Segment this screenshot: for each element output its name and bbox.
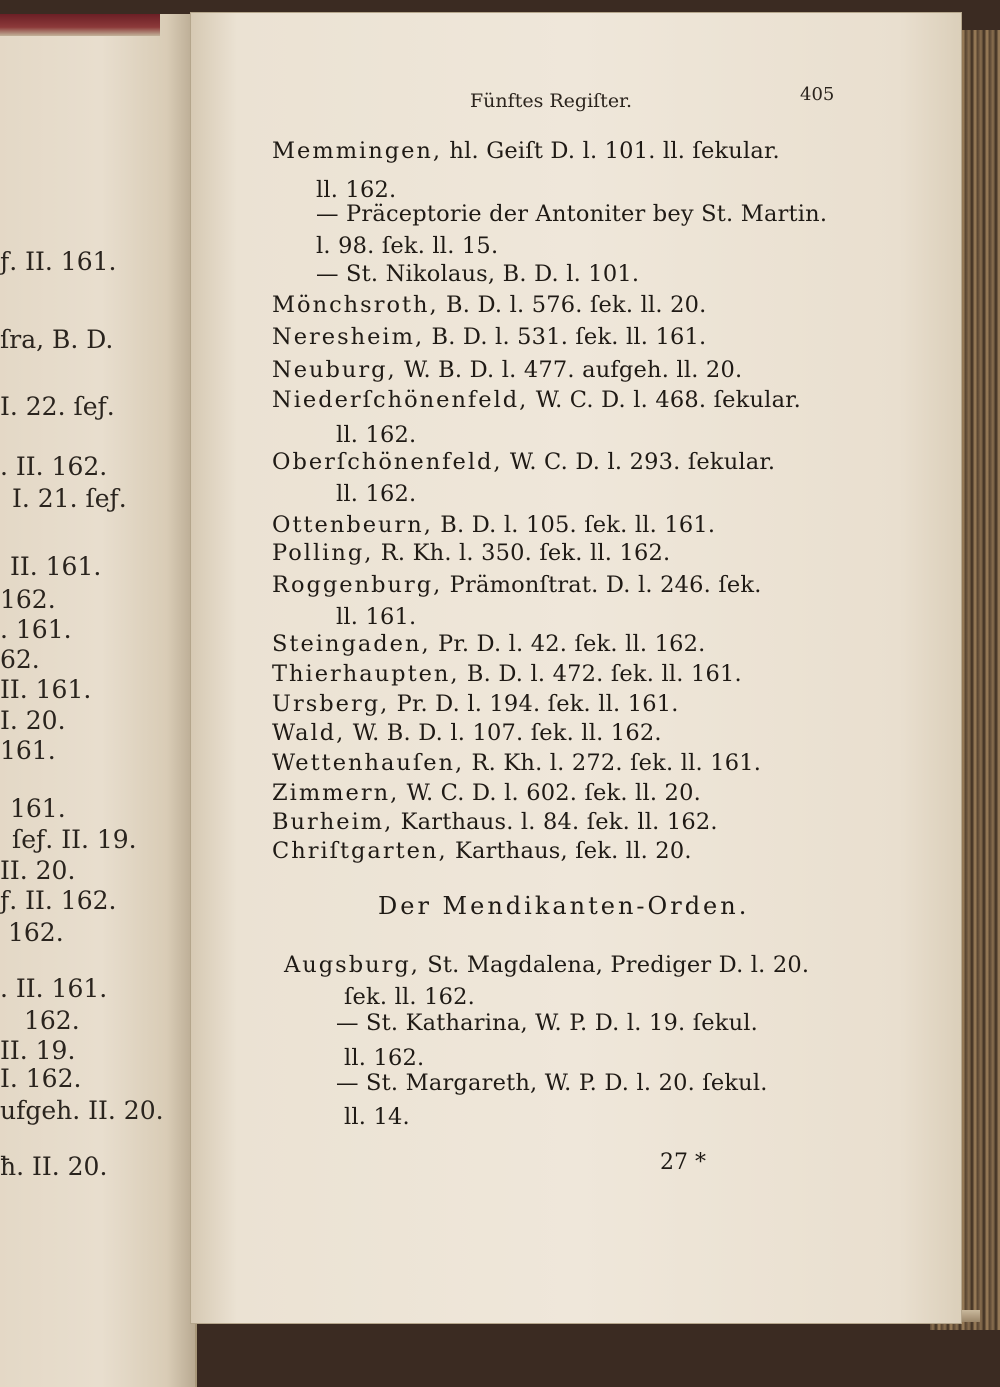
left-fragment: 161. xyxy=(10,794,66,823)
left-fragment: ufgeh. II. 20. xyxy=(0,1096,164,1125)
left-fragment: II. 161. xyxy=(10,552,102,581)
entry-place: Polling, xyxy=(272,540,374,566)
left-fragment: I. 22. ſeƒ. xyxy=(0,392,115,421)
entry-text: W. B. D. l. 107. ſek. ll. 162. xyxy=(345,720,662,746)
entry-text: ll. 162. xyxy=(336,422,417,448)
left-fragment: ſeƒ. II. 19. xyxy=(12,825,137,854)
entry-text: B. D. l. 472. ſek. ll. 161. xyxy=(459,661,742,687)
entry-text: W. C. D. l. 293. ſekular. xyxy=(502,449,776,475)
left-page-top-edge xyxy=(0,14,160,36)
entry-text: ll. 162. xyxy=(344,1045,425,1071)
entry-place: Burheim, xyxy=(272,809,394,835)
entry-place: Chriſtgarten, xyxy=(272,838,448,864)
left-fragment: II. 161. xyxy=(0,675,92,704)
register-entry xyxy=(272,324,706,350)
entry-place: Augsburg, xyxy=(284,952,420,978)
entry-text: ll. 162. xyxy=(336,481,417,507)
entry-text: R. Kh. l. 350. ſek. ll. 162. xyxy=(373,540,671,566)
entry-text: W. C. D. l. 602. ſek. ll. 20. xyxy=(399,780,701,806)
left-fragment: II. 20. xyxy=(0,856,76,885)
register-entry xyxy=(272,631,705,657)
entry-place: Roggenburg, xyxy=(272,572,443,598)
register-entry xyxy=(336,422,416,448)
entry-text: — St. Katharina, W. P. D. l. 19. ſekul. xyxy=(336,1010,759,1036)
register-entry xyxy=(336,1010,758,1036)
register-entry xyxy=(316,261,639,287)
left-fragment: ƒ. II. 161. xyxy=(0,247,117,276)
entry-text: St. Magdalena, Prediger D. l. 20. xyxy=(419,952,810,978)
left-fragment: I. 162. xyxy=(0,1064,82,1093)
section-heading: Der Mendikanten-Orden. xyxy=(378,892,750,920)
entry-text: ll. 14. xyxy=(344,1104,410,1130)
register-entry xyxy=(344,1045,424,1071)
entry-place: Zimmern, xyxy=(272,780,400,806)
entry-text: Karthaus, ſek. ll. 20. xyxy=(447,838,692,864)
register-entry xyxy=(272,720,662,746)
register-entry xyxy=(316,201,827,227)
entry-place: Oberſchönenfeld, xyxy=(272,449,503,475)
left-fragment: 162. xyxy=(0,585,56,614)
left-fragment: . 161. xyxy=(0,615,72,644)
entry-text: R. Kh. l. 272. ſek. ll. 161. xyxy=(464,750,762,776)
signature-mark: 27 * xyxy=(660,1150,706,1175)
register-entry xyxy=(344,1104,410,1130)
register-entry xyxy=(316,177,396,203)
left-fragment: 162. xyxy=(24,1006,80,1035)
entry-text: Pr. D. l. 194. ſek. ll. 161. xyxy=(389,691,679,717)
left-page xyxy=(0,14,197,1387)
entry-place: Mönchsroth, xyxy=(272,292,439,318)
register-entry xyxy=(272,809,718,835)
entry-place: Ursberg, xyxy=(272,691,390,717)
left-fragment: ħ. II. 20. xyxy=(0,1152,108,1181)
entry-place: Steingaden, xyxy=(272,631,431,657)
left-fragment: ſra, B. D. xyxy=(0,325,114,354)
register-entry xyxy=(344,984,475,1010)
entry-place: Neuburg, xyxy=(272,357,397,383)
register-entry xyxy=(272,138,780,164)
entry-text: B. D. l. 576. ſek. ll. 20. xyxy=(438,292,707,318)
entry-text: B. D. l. 105. ſek. ll. 161. xyxy=(432,512,716,538)
entry-text: ll. 161. xyxy=(336,604,417,630)
entry-place: Wettenhauſen, xyxy=(272,750,465,776)
left-fragment: II. 19. xyxy=(0,1036,76,1065)
register-entry xyxy=(272,292,706,318)
register-entry xyxy=(272,387,801,413)
entry-text: — Präceptorie der Antoniter bey St. Martin. xyxy=(316,201,828,227)
entry-text: — St. Nikolaus, B. D. l. 101. xyxy=(316,261,640,287)
register-entry xyxy=(336,604,416,630)
entry-text: Prämonſtrat. D. l. 246. ſek. xyxy=(442,572,762,598)
register-entry xyxy=(272,691,679,717)
entry-text: B. D. l. 531. ſek. ll. 161. xyxy=(424,324,707,350)
left-fragment: 162. xyxy=(8,918,64,947)
entry-text: Karthaus. l. 84. ſek. ll. 162. xyxy=(393,809,718,835)
left-fragment: I. 20. xyxy=(0,706,66,735)
entry-text: W. C. D. l. 468. ſekular. xyxy=(528,387,802,413)
register-entry xyxy=(272,661,742,687)
register-entry xyxy=(272,750,761,776)
register-entry xyxy=(316,233,498,259)
entry-text: l. 98. ſek. ll. 15. xyxy=(316,233,499,259)
entry-text: ſek. ll. 162. xyxy=(344,984,475,1010)
entry-place: Wald, xyxy=(272,720,346,746)
register-entry xyxy=(336,481,416,507)
left-fragment: . II. 161. xyxy=(0,974,108,1003)
entry-place: Neresheim, xyxy=(272,324,425,350)
register-entry xyxy=(272,512,715,538)
register-entry xyxy=(272,357,742,383)
entry-text: — St. Margareth, W. P. D. l. 20. ſekul. xyxy=(336,1070,768,1096)
entry-text: W. B. D. l. 477. aufgeh. ll. 20. xyxy=(396,357,743,383)
register-entry xyxy=(336,1070,768,1096)
entry-text: ll. 162. xyxy=(316,177,397,203)
left-fragment: . II. 162. xyxy=(0,452,108,481)
entry-place: Niederſchönenfeld, xyxy=(272,387,529,413)
register-entry xyxy=(284,952,809,978)
left-fragment: 161. xyxy=(0,736,56,765)
register-entry xyxy=(272,838,692,864)
left-fragment: I. 21. ſeƒ. xyxy=(12,484,127,513)
register-entry xyxy=(272,780,701,806)
entry-text: Pr. D. l. 42. ſek. ll. 162. xyxy=(430,631,706,657)
entry-text: hl. Geiſt D. l. 101. ll. ſekular. xyxy=(442,138,780,164)
register-entry xyxy=(272,449,775,475)
left-fragment: ƒ. II. 162. xyxy=(0,886,117,915)
left-fragment: 62. xyxy=(0,645,40,674)
running-title: Fünftes Regiſter. xyxy=(470,90,633,112)
register-entry xyxy=(272,572,762,598)
entry-place: Ottenbeurn, xyxy=(272,512,433,538)
register-entry xyxy=(272,540,670,566)
entry-place: Thierhaupten, xyxy=(272,661,460,687)
page-number: 405 xyxy=(800,84,835,105)
entry-place: Memmingen, xyxy=(272,138,443,164)
